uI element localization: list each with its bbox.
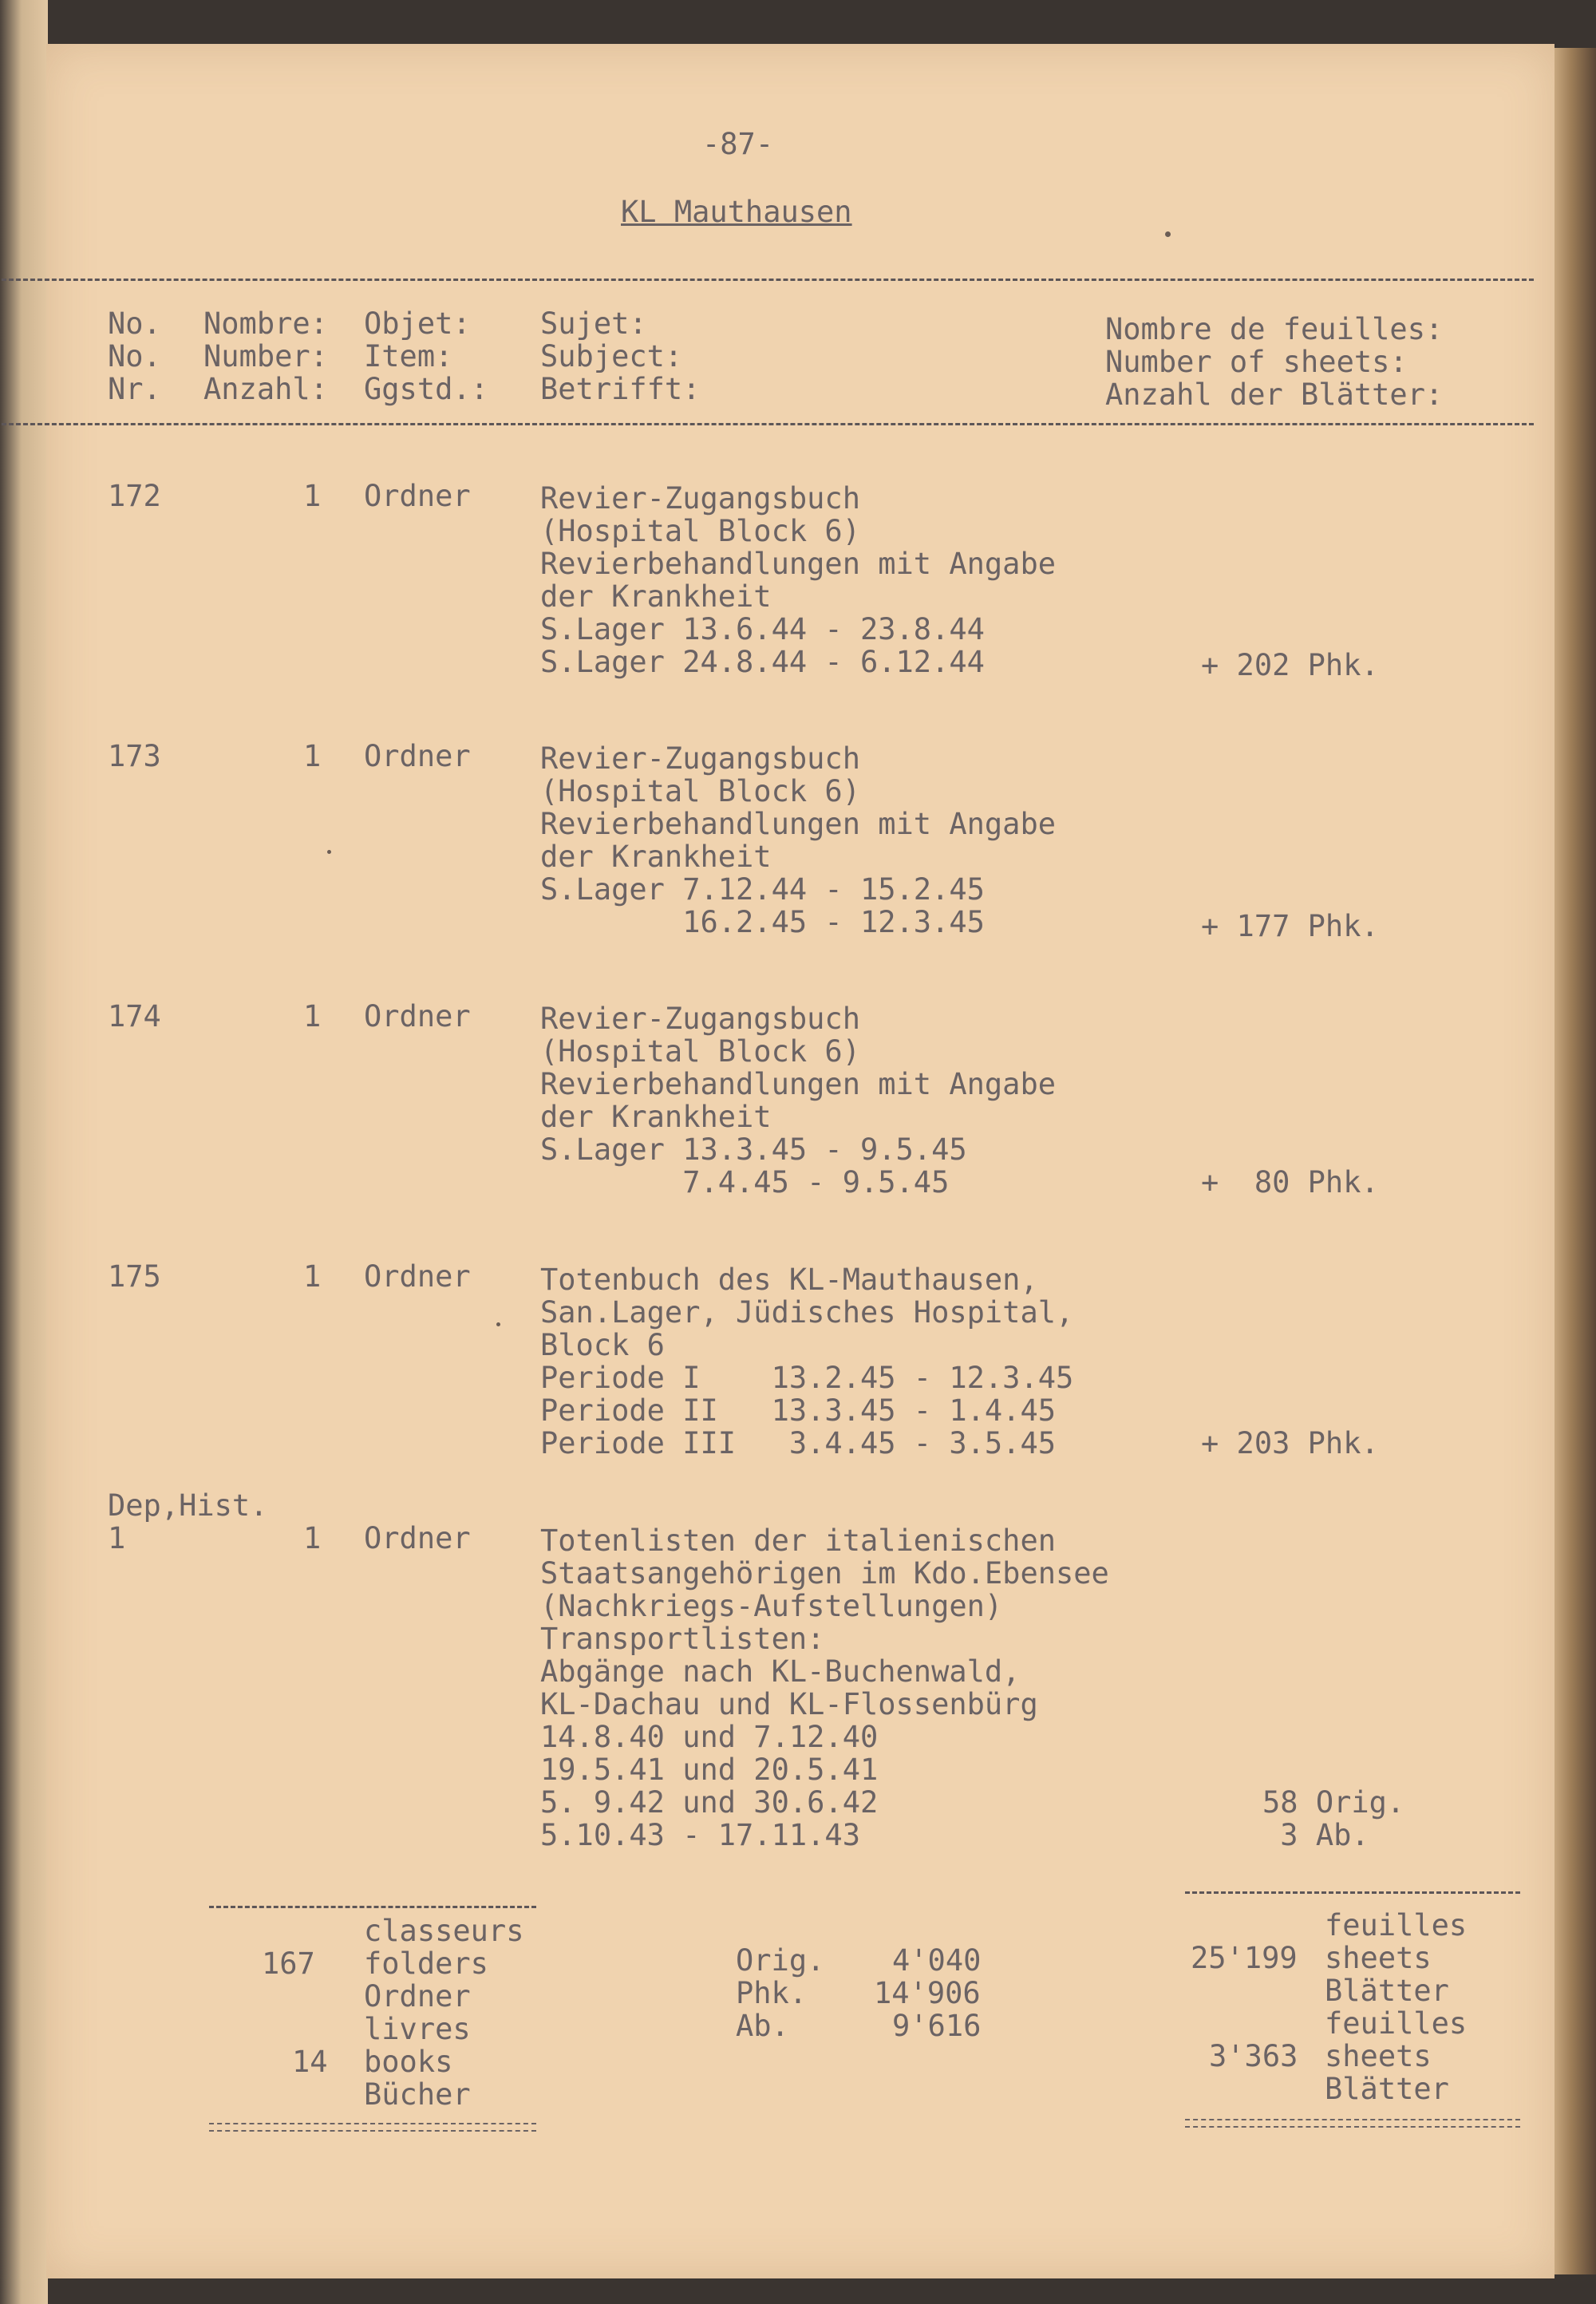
total-label: classeurs [364,1914,524,1948]
entry-subject-line: S.Lager 7.12.44 - 15.2.45 [540,872,985,907]
total-label: livres [364,2012,471,2046]
entry-subject-line: Revierbehandlungen mit Angabe [540,807,1057,841]
entry-subject-line: Periode III 3.4.45 - 3.5.45 [540,1426,1057,1460]
entry-count: 1 [303,1521,322,1555]
entry-item: Ordner [364,739,471,773]
entry-number: 175 [108,1259,161,1294]
entry-sheets: + 203 Phk. [1201,1426,1379,1460]
entry-subject-line: Periode I 13.2.45 - 12.3.45 [540,1361,1074,1395]
total-sheets-label: sheets [1325,2039,1432,2073]
total-phk-value: 14'906 [874,1976,981,2010]
header-no-fr: No. [108,306,161,341]
page-title: KL Mauthausen [621,195,852,229]
header-item-en: Item: [364,339,453,373]
entry-subject-line: Block 6 [540,1328,665,1362]
entry-subject-line: Revierbehandlungen mit Angabe [540,547,1057,581]
entry-subject-line: Periode II 13.3.45 - 1.4.45 [540,1393,1057,1428]
entry-subject-line: Abgänge nach KL-Buchenwald, [540,1654,1021,1689]
entry-subject-line: S.Lager 24.8.44 - 6.12.44 [540,645,985,679]
entry-subject-line: (Hospital Block 6) [540,1034,860,1069]
entry-count: 1 [303,479,322,513]
entry-subject-line: Revier-Zugangsbuch [540,481,860,516]
entry-subject-line: 5. 9.42 und 30.6.42 [540,1785,879,1820]
total-sheets-label: Blätter [1325,1974,1449,2008]
total-sheets-count: 25'199 [1191,1941,1298,1975]
entry-count: 1 [303,739,322,773]
header-item-fr: Objet: [364,306,471,341]
total-ab-value: 9'616 [892,2009,982,2043]
header-count-de: Anzahl: [203,372,328,406]
entry-sheets: + 202 Phk. [1201,648,1379,682]
entry-count: 1 [303,999,322,1033]
total-ab-label: Ab. [736,2009,789,2043]
header-item-de: Ggstd.: [364,372,488,406]
entry-number: 172 [108,479,161,513]
total-sheets-label: feuilles [1325,1908,1468,1942]
entry-subject-line: 7.4.45 - 9.5.45 [540,1165,950,1199]
total-sheets-label: Blätter [1325,2072,1449,2106]
entry-number: 173 [108,739,161,773]
entry-subject-line: (Nachkriegs-Aufstellungen) [540,1589,1003,1623]
book-edge [1555,48,1596,2274]
entry-item: Ordner [364,479,471,513]
entry-item: Ordner [364,999,471,1033]
entry-subject-line: der Krankheit [540,1100,772,1134]
total-orig-label: Orig. [736,1943,825,1978]
total-sheets-count: 3'363 [1209,2039,1298,2073]
entry-number-prefix: Dep,Hist. [108,1488,268,1523]
total-books-count: 14 [292,2045,328,2079]
paper-speck [327,850,331,854]
entry-subject-line: KL-Dachau und KL-Flossenbürg [540,1687,1038,1721]
total-sheets-label: sheets [1325,1941,1432,1975]
entry-subject-line: Transportlisten: [540,1622,825,1656]
entry-item: Ordner [364,1521,471,1555]
entry-subject-line: Staatsangehörigen im Kdo.Ebensee [540,1556,1109,1591]
totals-rule-left [209,1906,536,1908]
header-rule-top [2,279,1534,281]
header-no-en: No. [108,339,161,373]
entry-subject-line: S.Lager 13.6.44 - 23.8.44 [540,612,985,646]
entry-subject-line: der Krankheit [540,579,772,614]
entry-subject-line: (Hospital Block 6) [540,514,860,548]
total-sheets-label: feuilles [1325,2006,1468,2041]
entry-subject-line: Revierbehandlungen mit Angabe [540,1067,1057,1101]
entry-subject-line: der Krankheit [540,840,772,874]
entry-number: 1 [108,1521,126,1555]
totals-double-rule-right [1185,2119,1520,2128]
header-count-en: Number: [203,339,328,373]
entry-subject-line: Totenbuch des KL-Mauthausen, [540,1263,1038,1297]
header-count-fr: Nombre: [203,306,328,341]
entry-item: Ordner [364,1259,471,1294]
totals-double-rule-left [209,2123,536,2132]
total-label: Ordner [364,1979,471,2014]
entry-sheets: 58 Orig. [1262,1785,1405,1820]
header-no-de: Nr. [108,372,161,406]
total-label: Bücher [364,2077,471,2112]
adjacent-page-edge [0,0,48,2304]
header-sheets-en: Number of sheets: [1105,345,1408,379]
entry-sheets: + 177 Phk. [1201,909,1379,943]
total-folders-count: 167 [262,1946,315,1981]
paper-speck [496,1322,500,1326]
header-sheets-fr: Nombre de feuilles: [1105,312,1444,346]
totals-rule-right [1185,1891,1520,1894]
page-number: -87- [702,127,774,161]
entry-subject-line: (Hospital Block 6) [540,774,860,808]
header-subject-fr: Sujet: [540,306,647,341]
header-rule-bottom [2,423,1534,425]
total-label: books [364,2045,453,2079]
total-label: folders [364,1946,488,1981]
entry-subject-line: Totenlisten der italienischen [540,1523,1057,1558]
entry-subject-line: Revier-Zugangsbuch [540,1002,860,1036]
entry-subject-line: 16.2.45 - 12.3.45 [540,905,985,939]
entry-number: 174 [108,999,161,1033]
entry-subject-line: 19.5.41 und 20.5.41 [540,1753,879,1787]
paper-speck [1165,231,1171,237]
entry-subject-line: 14.8.40 und 7.12.40 [540,1720,879,1754]
total-orig-value: 4'040 [892,1943,982,1978]
entry-sheets: + 80 Phk. [1201,1165,1379,1199]
header-subject-en: Subject: [540,339,683,373]
entry-subject-line: S.Lager 13.3.45 - 9.5.45 [540,1132,967,1167]
entry-subject-line: Revier-Zugangsbuch [540,741,860,776]
entry-subject-line: 5.10.43 - 17.11.43 [540,1818,860,1852]
entry-sheets: 3 Ab. [1262,1818,1369,1852]
entry-subject-line: San.Lager, Jüdisches Hospital, [540,1295,1074,1330]
header-subject-de: Betrifft: [540,372,701,406]
entry-count: 1 [303,1259,322,1294]
total-phk-label: Phk. [736,1976,808,2010]
header-sheets-de: Anzahl der Blätter: [1105,377,1444,412]
